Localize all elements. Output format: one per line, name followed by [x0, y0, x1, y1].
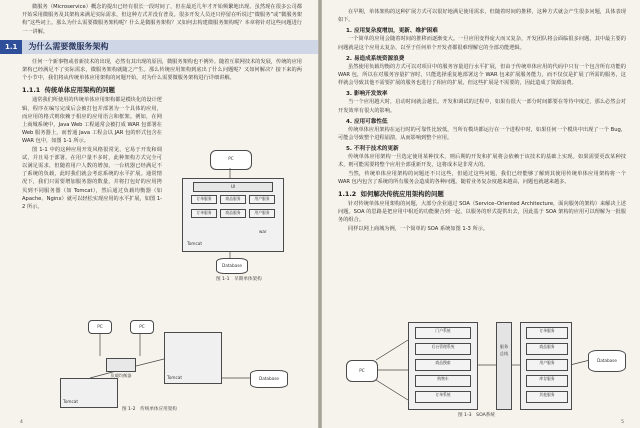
soa-paragraph: 针对传统单体应用架构的问题，大部分企业通过 SOA（Service–Oriented Architecture，面向服务的架构）来解决上述问题。SOA 的思路是把应用中相近的功能聚合到一起，以服务的形式提供出去，因此基于 SOA 架构的应用可以理解为一批服务的组合。 — [338, 201, 626, 224]
database-2 — [250, 370, 288, 388]
issue-1-title: 1. 应用复杂度增加，更新、维护困难 — [346, 28, 438, 35]
service-goods: 商品服务 — [526, 343, 568, 355]
soa-database-label: Database — [597, 358, 617, 363]
database-label: Database — [222, 263, 242, 268]
service-bus-label: 服务总线 — [499, 344, 509, 356]
figure-1-1 — [180, 146, 300, 286]
right-page-number: 5 — [621, 420, 624, 425]
section-title: 为什么需要微服务架构 — [28, 42, 109, 52]
issue-4-title: 4. 应用可靠性低 — [346, 118, 388, 125]
issue-5-body: 传统单体应用架构一旦选定使用某种技术，则后期的开发和扩展将会依赖于该技术的基础上实现。如果需要更改某种技术，则可能需要将整个应用全部重新开发，这将成本是非常大的。 — [338, 154, 626, 169]
soa-paragraph-2: 同样以网上商城为例，一个简单的 SOA 系统如图 1-3 所示。 — [348, 225, 489, 232]
intro-paragraph: 微服务（Microservice）概念的提出已经有很长一段时间了，但在最近几年才开始频繁地出现。虽然现在很多公司都开始采用微服务及其架构来满足实际需求，但这种方式并没有普及。很多开发人员还只停留在听说过“微服务”或“微服务架构”这些词上。那么为什么需要微服务架构呢？什么是微服务架构？又如何去构建微服务架构呢？本章将针对这些问题进行一一讲解。 — [22, 4, 302, 35]
body-paragraph-2: 图 1-1 中的这种应用开发风格很常见，它易于开发和调试，并且易于部署。在用户量不多时，此种架构方式完全可以满足需求，但随着用户人数的增加，一台机器已经满足不了系统的负载，此时我们就会考虑系统的水平扩展。通常情况下，我们只需要增加服务器的数量，并将打包好的应用拷贝到不同服务器（如 Tomcat），然后通过负载均衡器（如 Apache、Nginx）就可以轻松实现应用的水平扩展，如图 1-2 所示。 — [22, 146, 162, 211]
service-order: 订单服务 — [526, 327, 568, 339]
lb-pc-1 — [88, 320, 112, 334]
module-goods-2: 商品服务 — [220, 209, 246, 218]
tomcat-left — [60, 378, 118, 408]
soa-pc-label: PC — [359, 368, 365, 373]
service-other: 其他服务 — [526, 391, 568, 403]
tomcat-right — [164, 332, 222, 384]
figure-1-1-caption: 图 1-1 早期单体架构 — [216, 277, 262, 282]
soa-pc — [346, 360, 378, 382]
section-heading — [0, 40, 318, 54]
tomcat-label: Tomcat — [187, 241, 202, 246]
issue-1-body: 一个简单的应用会随着时间的推移而逐渐变大。一旦应用变得庞大而又复杂，开发团队将会面临很多问题，其中最主要的问题就是这个应用太复杂，以至于任何单个开发者都很难理解它的全部功能逻辑。 — [338, 36, 626, 51]
module-order: 订单服务 — [191, 195, 217, 204]
database-cylinder — [216, 258, 248, 274]
figure-1-3-caption: 图 1-3 SOA系统 — [458, 413, 495, 418]
subsection-2-number: 1.1.2 — [338, 190, 357, 199]
tomcat-right-label: Tomcat — [167, 375, 182, 380]
issue-3-title: 3. 影响开发效率 — [346, 91, 388, 98]
service-user: 用户服务 — [526, 359, 568, 371]
subsection-number: 1.1.1 — [22, 86, 41, 95]
system-order: 订单系统 — [415, 391, 471, 403]
issue-2-body: 虽然使用负载均衡的方式可以对项目中的服务容量进行水平扩展，但由于传统单体应用的代码中只有一个包含所有功能的 WAR 包，所以在对服务容量扩容时，只能选择重复地部署这个 WAR 包来扩展服务能力，而不仅仅是扩展了所需的服务，这样就会导致其他不需要扩展的服务也进行了相应的扩展，但这些扩展是不需要的，因此造成了资源浪费。 — [338, 63, 626, 87]
subsection-2-title: 如何解决传统应用架构的问题 — [360, 190, 444, 199]
body-paragraph-1: 通常我们所使用的传统单体应用架构都是模块化的设计逻辑，程序在编写完成后会被打包并部署为一个具体的应用，而应用的格式则依赖于相应的应用语言和框架。例如，在网上商城系统中，Java Web 工程通常会被打成 WAR 包部署在 Web 服务器上，而普通 Java 工程会以 JAR 包的形式包含在 WAR 包中，如图 1-1 所示。 — [22, 97, 162, 145]
figure-1-2-caption: 图 1-2 传统单体应用架构 — [122, 407, 177, 412]
figure-1-3 — [338, 320, 628, 424]
ui-label: UI — [230, 184, 236, 189]
database-2-label: Database — [259, 376, 279, 381]
section-number: 1.1 — [0, 40, 22, 54]
issue-4-body: 传统单体应用架构在运行时的可靠性比较低，当所有模块都运行在一个进程中时，如果任何一个模块中出现了一个 Bug，可能会导致整个进程崩溃，从而影响到整个应用。 — [338, 126, 626, 142]
tomcat-container — [182, 178, 284, 252]
figure-1-3-arrows — [338, 320, 628, 424]
module-user: 用户服务 — [249, 195, 275, 204]
service-bus — [496, 322, 512, 410]
lb-pc-2 — [130, 320, 154, 334]
system-admin: 后台管理系统 — [415, 343, 471, 355]
module-order-2: 订单服务 — [191, 209, 217, 218]
left-page-number: 4 — [20, 420, 23, 425]
soa-database — [588, 350, 626, 372]
right-mid-paragraph: 当然，传统单体应用架构的问题还不只这些，但通过这些问题，我们已经能够了解到其使用传统单体应用架构将一个 WAR 包内包含了系统的所有服务会造成的各种问题。随着业务复杂度越来越高，问题也就越来越多。 — [338, 170, 626, 185]
subsection-heading — [22, 85, 302, 94]
subsection-title: 传统单体应用架构的问题 — [44, 86, 115, 95]
module-user-2: 用户服务 — [249, 209, 275, 218]
tomcat-left-label: Tomcat — [63, 399, 78, 404]
section-paragraph: 任何一个新事物或者新技术的出现，必然有其出现的原因，微服务架构也不例外。随着互联网技术的发展，传统的应用架构已经满足不了实际需求，微服务架构就随之产生。那么传统应用架构到底出了什么问题呢？又如何解决？接下来的两个小节中，我们将从传统单体应用架构的问题开始，对为什么需要微服务架构进行详细讲解。 — [22, 58, 302, 82]
war-label: war — [259, 229, 267, 234]
load-balancer-label: 负载均衡器 — [110, 373, 132, 378]
figure-1-2 — [60, 318, 310, 418]
subsection-2-heading — [338, 189, 626, 198]
system-cart: 购物车 — [415, 375, 471, 387]
right-page — [322, 0, 640, 428]
lb-pc-1-label: PC — [97, 324, 103, 329]
pc-label: PC — [228, 156, 234, 161]
ui-layer — [193, 182, 273, 192]
left-system-group — [408, 322, 478, 410]
issue-3-body: 当一个应用越大时，启动时间就会越长。开发和调试的过程中，如果有很大一部分时间都要在等待中度过，那么必然会对开发效率有很大的影响。 — [338, 99, 626, 114]
system-search: 商品搜索 — [415, 359, 471, 371]
right-service-group — [520, 322, 572, 410]
module-goods: 商品服务 — [220, 195, 246, 204]
lb-pc-2-label: PC — [139, 324, 145, 329]
left-page — [0, 0, 318, 428]
service-stock: 库存服务 — [526, 375, 568, 387]
system-portal: 门户系统 — [415, 327, 471, 339]
issue-2-title: 2. 易造成系统资源浪费 — [346, 55, 405, 62]
issue-5-title: 5. 不利于技术的更新 — [346, 146, 399, 153]
right-top-paragraph: 在早期，单体架构的这种扩展方式可以很好地满足使用需求，但随着时间的推移，这种方式就会产生很多问题，具体表现如下。 — [338, 9, 626, 24]
load-balancer — [106, 358, 136, 378]
